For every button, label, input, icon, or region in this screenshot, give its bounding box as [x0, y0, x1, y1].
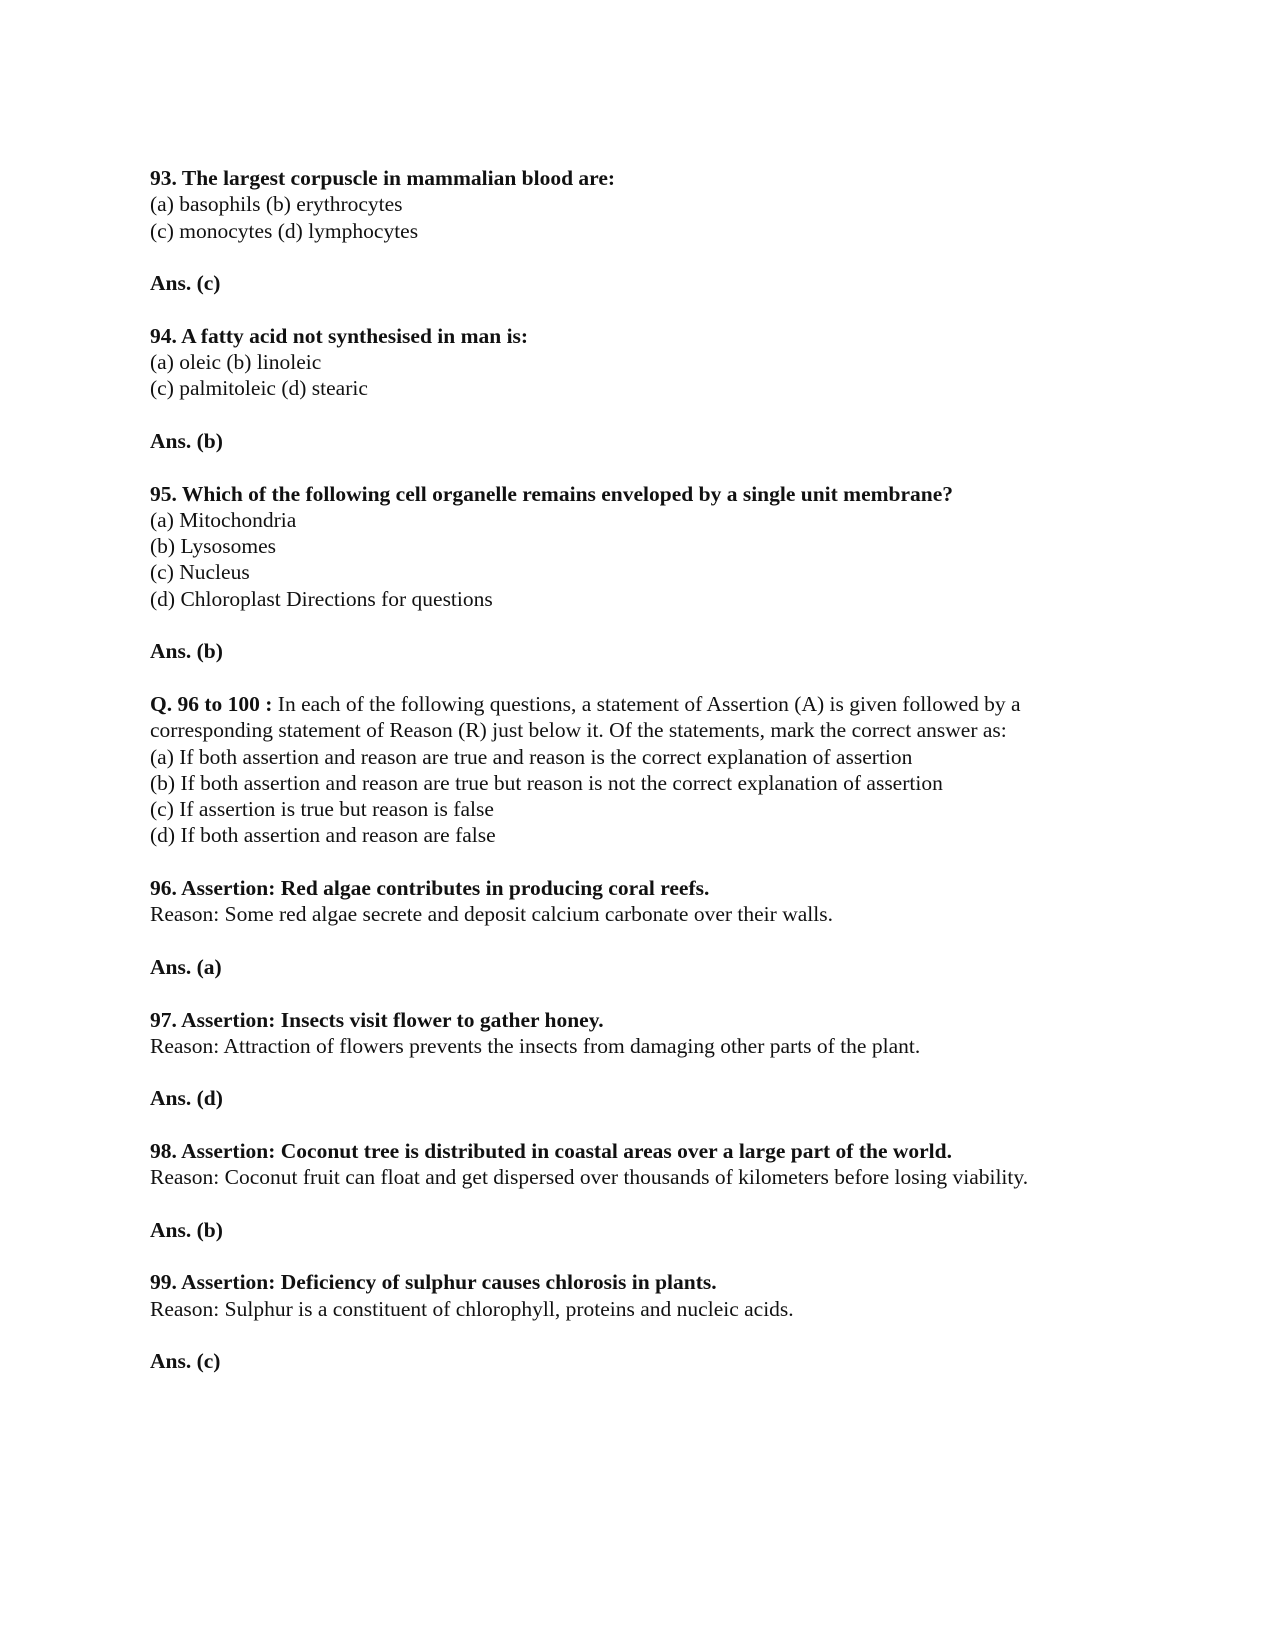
option-line: (a) oleic (b) linoleic — [150, 350, 322, 375]
reason-text: Reason: Sulphur is a constituent of chlorophyll, proteins and nucleic acids. — [150, 1296, 794, 1321]
answer: Ans. (c) — [150, 1349, 221, 1374]
answer: Ans. (b) — [150, 1217, 223, 1242]
assertion-text: 97. Assertion: Insects visit flower to gather honey. — [150, 1007, 604, 1032]
option-line: (b) Lysosomes — [150, 534, 277, 559]
assertion-text: 96. Assertion: Red algae contributes in producing coral reefs. — [150, 876, 710, 901]
question-text: 94. A fatty acid not synthesised in man is: — [150, 323, 529, 348]
spacer — [150, 1059, 1150, 1085]
spacer — [150, 665, 1150, 691]
answer: Ans. (c) — [150, 271, 221, 296]
option-line: (c) palmitoleic (d) stearic — [150, 376, 368, 401]
directions-option: (d) If both assertion and reason are false — [150, 823, 496, 848]
question-text: 95. Which of the following cell organelle remains enveloped by a single unit membrane? — [150, 481, 954, 506]
spacer — [150, 454, 1150, 480]
reason-text: Reason: Some red algae secrete and deposit calcium carbonate over their walls. — [150, 902, 833, 927]
document-page — [150, 165, 1150, 1375]
directions-line-2: corresponding statement of Reason (R) just below it. Of the statements, mark the correct answer as: — [150, 718, 1007, 743]
directions-line-1 — [150, 691, 1150, 717]
answer: Ans. (b) — [150, 428, 223, 453]
assertion-text: 98. Assertion: Coconut tree is distributed in coastal areas over a large part of the world. — [150, 1138, 952, 1163]
option-line: (c) monocytes (d) lymphocytes — [150, 218, 419, 243]
directions-option: (b) If both assertion and reason are true but reason is not the correct explanation of assertion — [150, 770, 943, 795]
spacer — [150, 1191, 1150, 1217]
spacer — [150, 1243, 1150, 1269]
question-95 — [150, 481, 1150, 691]
question-99 — [150, 1269, 1150, 1374]
spacer — [150, 296, 1150, 322]
directions-block — [150, 691, 1150, 875]
spacer — [150, 980, 1150, 1006]
option-line: (a) basophils (b) erythrocytes — [150, 192, 403, 217]
option-line: (c) Nucleus — [150, 560, 250, 585]
assertion-text: 99. Assertion: Deficiency of sulphur causes chlorosis in plants. — [150, 1270, 717, 1295]
reason-text: Reason: Coconut fruit can float and get dispersed over thousands of kilometers before losing viability. — [150, 1165, 1029, 1190]
directions-option: (a) If both assertion and reason are true and reason is the correct explanation of assertion — [150, 744, 913, 769]
spacer — [150, 849, 1150, 875]
reason-text: Reason: Attraction of flowers prevents the insects from damaging other parts of the plant. — [150, 1033, 921, 1058]
directions-label: Q. 96 to 100 : — [150, 691, 273, 716]
option-line: (d) Chloroplast Directions for questions — [150, 586, 493, 611]
spacer — [150, 1112, 1150, 1138]
spacer — [150, 612, 1150, 638]
question-96 — [150, 875, 1150, 1006]
option-line: (a) Mitochondria — [150, 507, 297, 532]
spacer — [150, 244, 1150, 270]
question-94 — [150, 323, 1150, 481]
answer: Ans. (d) — [150, 1086, 223, 1111]
question-98 — [150, 1138, 1150, 1269]
directions-text: In each of the following questions, a statement of Assertion (A) is given followed by a — [272, 691, 1021, 716]
spacer — [150, 1322, 1150, 1348]
question-text: 93. The largest corpuscle in mammalian blood are: — [150, 166, 616, 190]
answer: Ans. (a) — [150, 954, 222, 979]
spacer — [150, 928, 1150, 954]
question-97 — [150, 1007, 1150, 1138]
answer: Ans. (b) — [150, 639, 223, 664]
question-93 — [150, 165, 1150, 323]
spacer — [150, 402, 1150, 428]
directions-option: (c) If assertion is true but reason is false — [150, 797, 494, 822]
